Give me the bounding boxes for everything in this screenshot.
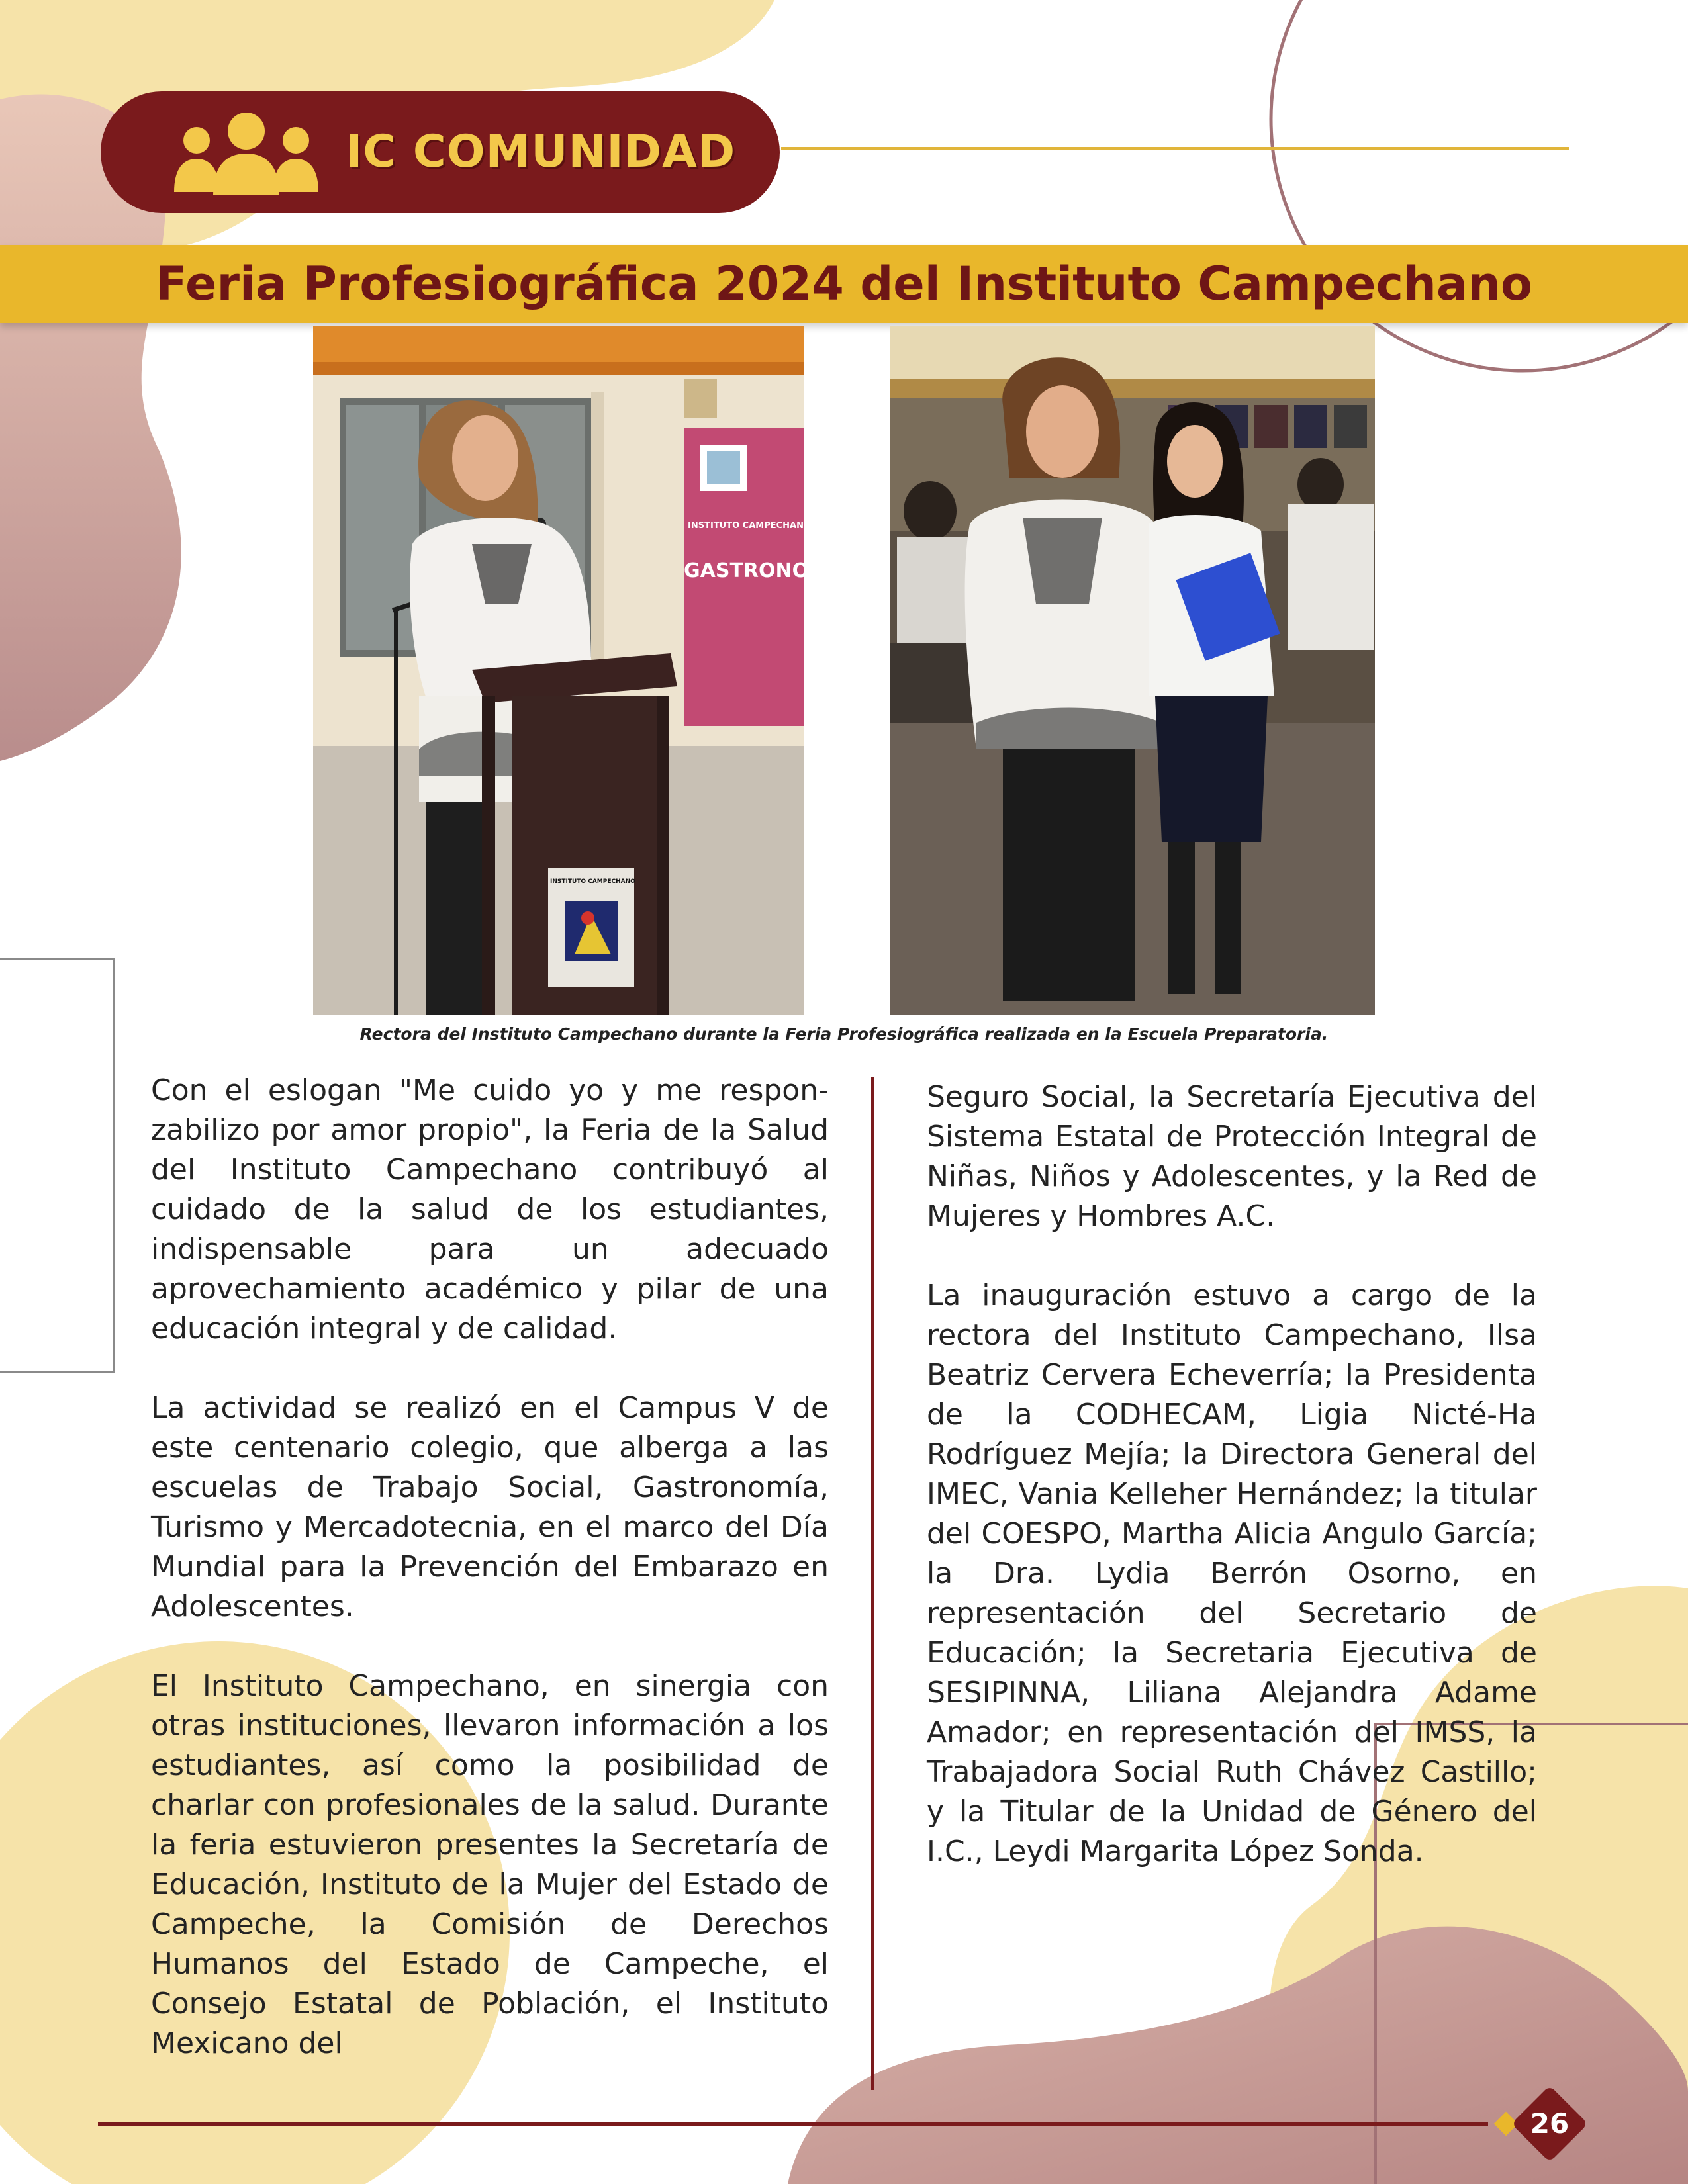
paragraph: La inauguración estuvo a cargo de la rectora del Instituto Campechano, Ilsa Beatriz Cervera Echeverría; la Presidenta de la CODHECAM, Ligia Nicté-Ha Rodríguez Mejía; la Directora General del IMEC, Vania Kelleher Hernández; la titular del COESPO, Martha Alicia Angulo García; la Dra. Lydia Berrón Osorno, en representación del Secretario de Educación; la Secretaria Ejecutiva de SESIPINNA, Liliana Alejandra Adame Amador; en representación del IMSS, la Trabajadora Social Ruth Chávez Castillo; y la Titular de la Unidad de Género del I.C., Leydi Margarita López Sonda.: [927, 1279, 1537, 1868]
people-group-icon: [170, 106, 322, 199]
article-title: Feria Profesiográfica 2024 del Instituto Campechano: [155, 257, 1532, 311]
podium-seal-text: INSTITUTO CAMPECHANO: [550, 878, 635, 885]
banner-text: GASTRONOMÍA: [684, 559, 852, 582]
photo-rectora-student: [890, 326, 1375, 1015]
banner-small-text: INSTITUTO CAMPECHANO: [688, 521, 812, 531]
paragraph: Con el eslogan "Me cuido yo y me responzabilizo por amor propio", la Feria de la Salud del Instituto Campechano contribuyó al cuidado de la salud de los estudiantes, indispensable para un adecuado aprovechamiento académico y pilar de una educación integral y de calidad.: [151, 1073, 829, 1345]
title-band: [0, 245, 1688, 323]
article-right-column: [927, 1077, 1537, 1911]
section-header: [101, 91, 780, 213]
column-divider: [871, 1077, 874, 2090]
paragraph: La actividad se realizó en el Campus V de este centenario colegio, que alberga a las escuelas de Trabajo Social, Gastronomía, Turismo y Mercadotecnia, en el marco del Día Mundial para la Prevención del Embarazo en Adolescentes.: [151, 1391, 829, 1623]
photo-caption: Rectora del Instituto Campechano durante la Feria Profesiográfica realizada en la Escuela Preparatoria.: [359, 1024, 1329, 1044]
page-number: 26: [1530, 2107, 1570, 2140]
header-rule: [781, 147, 1569, 150]
decorative-frame: [0, 958, 115, 1373]
photo-rectora-podium: [313, 326, 852, 1015]
paragraph: El Instituto Campechano, en sinergia con otras instituciones, llevaron información a los estudiantes, así como la posibilidad de charlar con profesionales de la salud. Durante la feria estuvieron presentes la Secretaría de Educación, Instituto de la Mujer del Estado de Campeche, la Comisión de Derechos Humanos del Estado de Campeche, el Consejo Estatal de Población, el Instituto Mexicano del: [151, 1669, 829, 2060]
footer-rule: [98, 2122, 1488, 2126]
paragraph: Seguro Social, la Secretaría Ejecutiva del Sistema Estatal de Protección Integral de Niñas, Niños y Adolescentes, y la Red de Mujeres y Hombres A.C.: [927, 1080, 1537, 1233]
section-label: IC COMUNIDAD: [346, 126, 736, 178]
article-left-column: [151, 1071, 829, 2103]
